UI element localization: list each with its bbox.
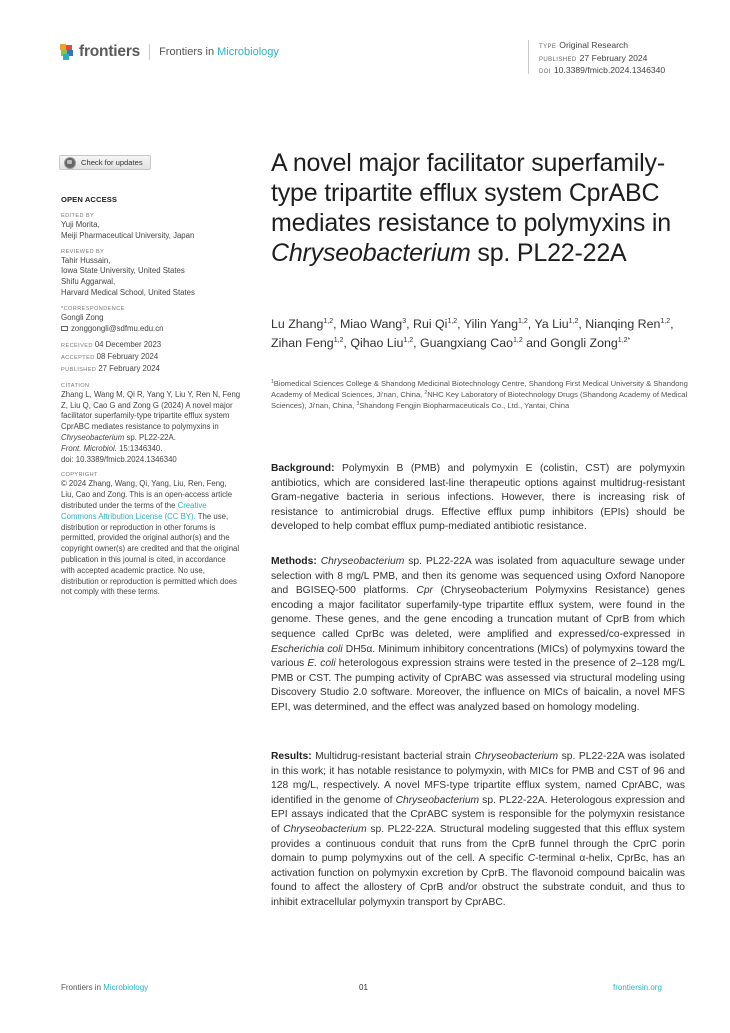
sidebar-published-label: PUBLISHED: [61, 366, 97, 373]
author-name: Miao Wang: [339, 317, 403, 331]
paragraph-text: (Chryseobacterium Polymyxins Resistance) genes encoding a major facilitator superfamily-type tripartite efflux system, were found in the genome. These genes, and the gene encoding a truncation mutant of CprB from which sequence called CprBc was deleted, were amplified and expressed/co-expressed in: [271, 585, 685, 640]
author[interactable]: [413, 317, 457, 331]
frontiers-logo-icon: [60, 44, 74, 60]
author[interactable]: [464, 317, 528, 331]
copyright-label: COPYRIGHT: [61, 472, 98, 479]
author-name: Rui Qi: [413, 317, 448, 331]
author-affiliation-marker: 1,2: [660, 318, 671, 325]
title-species: Chryseobacterium: [271, 239, 471, 267]
italic-term: C: [527, 853, 536, 865]
journal-subject: Microbiology: [217, 46, 279, 58]
author-name: Lu Zhang: [271, 317, 324, 331]
citation-species: Chryseobacterium: [61, 432, 125, 442]
italic-term: Escherichia coli: [271, 643, 343, 655]
reviewer-name: Shifu Aggarwal,: [61, 277, 116, 287]
footer-site[interactable]: frontiersin.org: [613, 983, 662, 992]
affiliation-text: NHC Key Laboratory of Biotechnology Drugs (Shandong Academy of Medical Sciences), Ji'nan, China,: [271, 390, 688, 410]
author[interactable]: [271, 317, 333, 331]
title-tail: sp. PL22-22A: [470, 239, 627, 267]
author-name: Zihan Feng: [271, 335, 334, 350]
citation-volume: 15:1346340.: [116, 443, 163, 453]
type-value: Original Research: [559, 40, 629, 50]
citation-journal: Front. Microbiol.: [61, 443, 117, 453]
reviewed-by-label: REVIEWED BY: [61, 248, 105, 255]
author-affiliation-marker: 1,2: [403, 336, 414, 344]
email-link[interactable]: zonggongli@sdfmu.edu.cn: [71, 323, 164, 333]
results-label: Results:: [271, 751, 312, 762]
paragraph-text: sp. PL22-22A. Heterologous expression and EPI assays indicated that the CprABC system is responsible for the polymyxin resistance of: [271, 794, 685, 835]
author-name: Nianqing Ren: [585, 317, 661, 331]
author-affiliation-marker: 1,2*: [617, 336, 631, 344]
editor-affiliation: Meiji Pharmaceutical University, Japan: [61, 230, 195, 240]
frontiers-logo[interactable]: [60, 42, 279, 62]
abstract-background: [271, 462, 685, 535]
article-doi[interactable]: [539, 65, 665, 78]
citation-label: CITATION: [61, 382, 90, 389]
accepted-value: 08 February 2024: [96, 352, 159, 362]
author-affiliation-marker: 1,2: [323, 318, 334, 325]
author-separator: and: [522, 335, 551, 350]
accepted-label: ACCEPTED: [61, 355, 95, 362]
published-value: 27 February 2024: [579, 52, 648, 63]
author[interactable]: [585, 317, 670, 331]
cc-by-license-link[interactable]: Creative Commons Attribution License (CC BY).: [61, 500, 207, 521]
background-label: Background:: [271, 463, 335, 474]
author-affiliation-marker: 3: [402, 318, 407, 325]
sidebar-published-value: 27 February 2024: [98, 363, 160, 373]
author[interactable]: [340, 317, 406, 331]
title-main: A novel major facilitator superfamily-type tripartite efflux system CprABC mediates resistance to polymyxins in: [271, 149, 671, 237]
correspondence-email[interactable]: [61, 324, 241, 335]
affiliation-number: 2: [424, 390, 428, 396]
author-separator: ,: [457, 317, 464, 331]
affiliation-number: 1: [271, 379, 274, 385]
citation-doi: doi: 10.3389/fmicb.2024.1346340: [61, 454, 177, 464]
abstract-methods: [271, 555, 685, 716]
italic-term: Cpr: [416, 585, 433, 597]
received-date: [61, 340, 241, 352]
footer-journal[interactable]: [61, 983, 148, 992]
doi-label: DOI: [539, 69, 551, 75]
abstract-results: [271, 750, 685, 911]
author-affiliation-marker: 1,2: [512, 336, 523, 344]
italic-term: Chryseobacterium: [320, 556, 405, 567]
author-separator: ,: [333, 317, 340, 331]
paragraph-text: Multidrug-resistant bacterial strain: [311, 751, 475, 762]
article-title: [271, 148, 691, 268]
citation-journal-line: [61, 444, 241, 455]
paragraph-text: sp. PL22-22A was isolated from aquaculture sewage under selection with 8 mg/L PMB, and then its genome was sequenced using Oxford Nanopore and BGISEQ-500 platforms.: [271, 556, 685, 597]
received-label: RECEIVED: [61, 343, 93, 350]
reviewer-affiliation: Iowa State University, United States: [61, 266, 185, 276]
author-affiliation-marker: 1,2: [568, 318, 579, 325]
copyright-pre: © 2024 Zhang, Wang, Qi, Yang, Liu, Ren, Feng, Liu, Cao and Zong. This is an open-access article distributed under the terms of the: [61, 479, 233, 510]
journal-name[interactable]: [159, 46, 279, 58]
author-affiliation-marker: 1,2: [518, 318, 528, 325]
author-separator: ,: [413, 335, 420, 350]
citation-body: Zhang L, Wang M, Qi R, Yang Y, Liu Y, Ren N, Feng Z, Liu Q, Cao G and Zong G (2024) A novel major facilitator superfamily-type tripartite efflux system CprABC mediates resistance to polymyxins in: [61, 389, 241, 432]
author-name: Ya Liu: [534, 317, 569, 331]
methods-label: Methods:: [271, 556, 317, 567]
edited-by-label: EDITED BY: [61, 213, 95, 219]
author[interactable]: [350, 336, 413, 350]
author-separator: ,: [343, 335, 351, 350]
author-name: Yilin Yang: [463, 317, 519, 331]
author[interactable]: [271, 336, 343, 350]
received-value: 04 December 2023: [94, 340, 162, 350]
published-date: [61, 364, 241, 376]
copyright-post: The use, distribution or reproduction in other forums is permitted, provided the original author(s) and the copyright owner(s) are credited and that the original publication in this journal is cited, in accordance with accepted academic practice. No use, distribution or reproduction is permitted which does not comply with these terms.: [61, 511, 240, 597]
correspondence-label: *CORRESPONDENCE: [61, 305, 125, 312]
author-name: Gongli Zong: [550, 335, 618, 350]
author-separator: ,: [670, 317, 674, 331]
check-for-updates-button[interactable]: [59, 155, 151, 170]
crossmark-icon: [64, 157, 76, 169]
paragraph-text: DH5α. Minimum inhibitory concentrations (MICs) of polymyxins toward the various: [271, 643, 685, 670]
frontiers-wordmark: frontiers: [79, 43, 141, 60]
author[interactable]: [550, 336, 630, 350]
paragraph-text: heterologous expression strains were tested in the presence of 2–128 mg/L PMB or CST. The pumping activity of CprABC was assessed via structural modeling using Discovery Studio 2.0 software. Moreover, the influence on MICs of baicalin, a novel MFS EPI, was determined, and the effect was analyzed based on homology modeling.: [271, 658, 685, 713]
type-label: TYPE: [539, 44, 557, 50]
footer-journal-subject: Microbiology: [103, 983, 149, 992]
sidebar-info: [61, 195, 241, 598]
open-access-heading: OPEN ACCESS: [61, 195, 118, 204]
author-name: Guangxiang Cao: [419, 335, 513, 350]
correspondence-name: Gongli Zong: [61, 312, 104, 322]
italic-term: Chryseobacterium: [283, 823, 367, 835]
author-affiliation-marker: 1,2: [333, 336, 344, 344]
editor-name: Yuji Morita,: [61, 220, 100, 229]
author[interactable]: [420, 336, 523, 350]
italic-term: Chryseobacterium: [474, 751, 559, 762]
article-published: [539, 53, 665, 66]
author-affiliation-marker: 1,2: [447, 318, 458, 325]
paragraph-text: -terminal α-helix, CprBc, has an activation function on polymyxin excretion by CprB. The flavonoid compound baicalin was found to affect the allostery of CprB and/or obstruct the substrate conduit, and thus to inhibit extracellular polymyxin transport by CprABC.: [271, 853, 685, 908]
reviewer-name: Tahir Hussain,: [61, 255, 111, 265]
logo-divider: [149, 44, 150, 60]
article-type: [539, 40, 665, 53]
affiliation-text: Shandong Fengjin Biopharmaceuticals Co., Ltd., Yantai, China: [359, 401, 570, 410]
paragraph-text: sp. PL22-22A was isolated in this work; it has notable resistance to polymyxin, with MICs for PMB and CST of 96 and 128 mg/L, respectively. A novel MFS-type tripartite efflux system, named CprABC, was identified in the genome of: [271, 751, 685, 806]
doi-value[interactable]: 10.3389/fmicb.2024.1346340: [553, 65, 666, 75]
author-separator: ,: [578, 317, 586, 331]
envelope-icon: [61, 326, 68, 331]
affiliation-number: 3: [356, 401, 360, 407]
accepted-date: [61, 352, 241, 364]
citation-tail: sp. PL22-22A.: [124, 432, 176, 442]
italic-term: Chryseobacterium: [395, 794, 480, 806]
author-separator: ,: [527, 317, 535, 331]
copyright-text: [61, 479, 241, 598]
article-meta: [528, 40, 665, 74]
affiliation-text: Biomedical Sciences College & Shandong Medicinal Biotechnology Centre, Shandong First Medical University & Shandong Academy of Medical Sciences, Ji'nan, China,: [271, 379, 688, 399]
author-name: Qihao Liu: [350, 335, 404, 350]
reviewer-affiliation: Harvard Medical School, United States: [61, 287, 195, 297]
footer-journal-prefix: Frontiers in: [61, 983, 104, 992]
author[interactable]: [534, 317, 578, 331]
check-updates-label: Check for updates: [81, 158, 143, 167]
journal-prefix: Frontiers in: [159, 46, 218, 58]
italic-term: E. coli: [307, 658, 336, 670]
citation-text: [61, 390, 241, 444]
author-list: [271, 315, 691, 352]
paragraph-text: sp. PL22-22A. Structural modeling suggested that this efflux system provides a continuous conduit that runs from the CprB funnel through the CprC porin domain to pump polymyxins out of the cell. A specific: [271, 823, 685, 865]
page-number: 01: [359, 983, 368, 992]
published-label: PUBLISHED: [539, 56, 577, 63]
affiliations: [271, 378, 691, 411]
footer-site-link[interactable]: [613, 983, 662, 992]
background-text: Polymyxin B (PMB) and polymyxin E (colistin, CST) are polymyxin antibiotics, which are considered last-line therapeutic options against multidrug-resistant Gram-negative bacteria in serious infections. However, there is increasing risk of resistance to antimicrobial drugs. Effective efflux pump inhibitors (EPIs) should be developed to help combat efflux pump-mediated antibiotic resistance.: [271, 463, 685, 533]
author-separator: ,: [406, 317, 413, 331]
dates-block: [61, 340, 241, 375]
